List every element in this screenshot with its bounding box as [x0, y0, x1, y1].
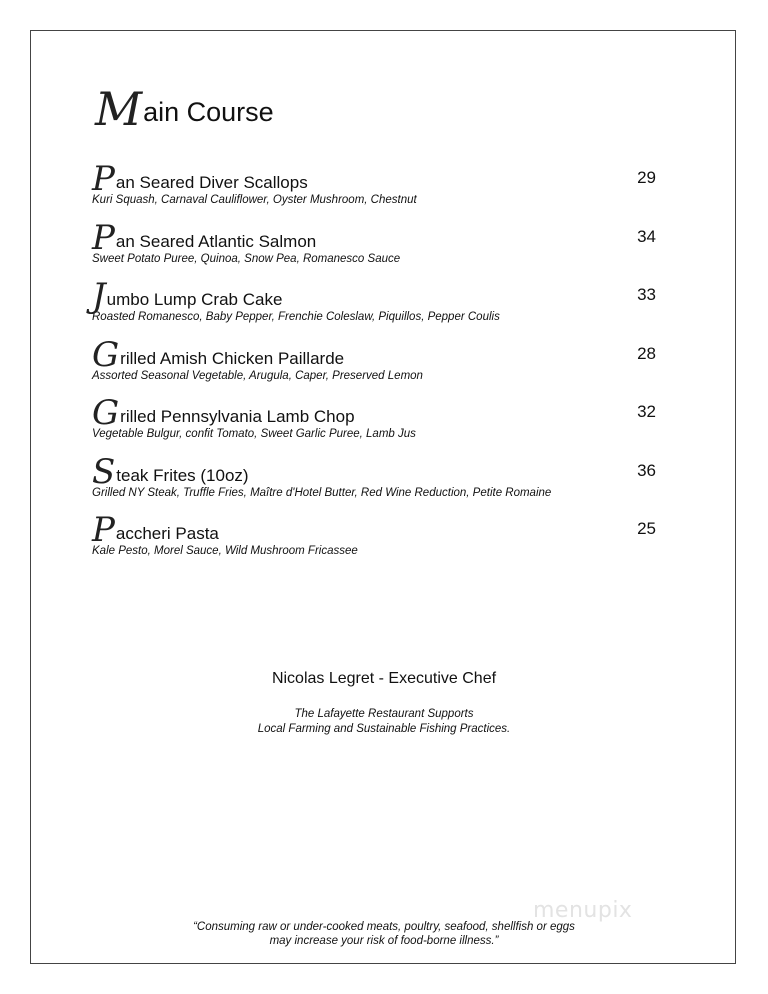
item-price: 34: [637, 227, 656, 246]
chef-credit: Nicolas Legret - Executive Chef: [271, 670, 497, 687]
item-initial: P: [92, 159, 115, 199]
title-initial: M: [95, 82, 143, 136]
item-initial: J: [92, 276, 106, 316]
disclaimer-line: “Consuming raw or under-cooked meats, poultry, seafood, shellfish or eggs: [193, 921, 575, 933]
menu-item: [92, 511, 662, 557]
item-price: 36: [637, 461, 656, 480]
title-text: ain Course: [143, 97, 274, 127]
menu-item: [92, 336, 662, 382]
item-description: Kuri Squash, Carnaval Cauliflower, Oyster Mushroom, Chestnut: [92, 194, 417, 206]
menu-item: [92, 219, 662, 265]
support-line: The Lafayette Restaurant Supports: [294, 708, 474, 720]
item-description: Assorted Seasonal Vegetable, Arugula, Caper, Preserved Lemon: [92, 370, 423, 382]
item-name-text: teak Frites (10oz): [116, 466, 249, 485]
item-name-text: an Seared Diver Scallops: [115, 173, 308, 192]
item-name: [92, 393, 662, 433]
sustainability-note: [0, 707, 768, 737]
watermark: menupix: [533, 898, 633, 923]
item-description: Vegetable Bulgur, confit Tomato, Sweet Garlic Puree, Lamb Jus: [92, 428, 416, 440]
health-disclaimer: [0, 920, 768, 948]
item-name: [92, 452, 662, 492]
item-price: 33: [637, 285, 656, 304]
item-price: 32: [637, 402, 656, 421]
item-name-text: an Seared Atlantic Salmon: [115, 232, 317, 251]
item-name: [92, 335, 662, 375]
menu-item: [92, 453, 662, 499]
disclaimer-line: may increase your risk of food-borne illness.”: [269, 935, 499, 947]
item-name-text: umbo Lump Crab Cake: [106, 290, 283, 309]
menu-item: [92, 277, 662, 323]
item-description: Roasted Romanesco, Baby Pepper, Frenchie Coleslaw, Piquillos, Pepper Coulis: [92, 311, 500, 323]
item-name: [92, 276, 662, 316]
item-name: [92, 510, 662, 550]
item-name-text: rilled Pennsylvania Lamb Chop: [120, 407, 355, 426]
item-description: Sweet Potato Puree, Quinoa, Snow Pea, Romanesco Sauce: [92, 253, 401, 265]
item-initial: S: [92, 452, 116, 492]
item-name-text: accheri Pasta: [115, 524, 219, 543]
item-price: 28: [637, 344, 656, 363]
support-line: Local Farming and Sustainable Fishing Practices.: [257, 723, 511, 735]
item-initial: P: [92, 510, 115, 550]
menu-item: [92, 160, 662, 206]
item-price: 25: [637, 519, 656, 538]
item-description: Grilled NY Steak, Truffle Fries, Maître d'Hotel Butter, Red Wine Reduction, Petite Romaine: [92, 487, 552, 499]
item-name-text: rilled Amish Chicken Paillarde: [120, 349, 345, 368]
item-initial: G: [92, 335, 120, 375]
item-name: [92, 159, 662, 199]
item-initial: P: [92, 218, 115, 258]
item-description: Kale Pesto, Morel Sauce, Wild Mushroom Fricassee: [92, 545, 358, 557]
item-name: [92, 218, 662, 258]
item-initial: G: [92, 393, 120, 433]
item-price: 29: [637, 168, 656, 187]
page-title: [95, 82, 274, 136]
menu-item: [92, 394, 662, 440]
